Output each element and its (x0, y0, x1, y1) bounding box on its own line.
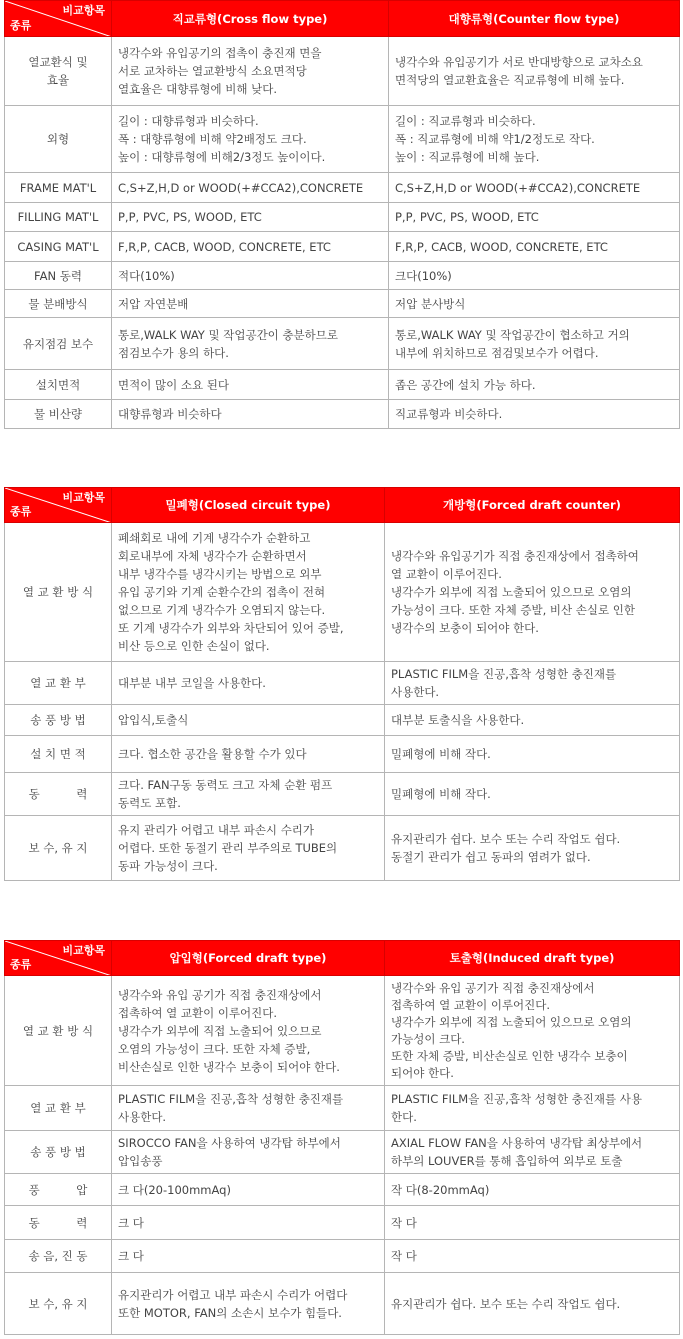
cell-forced-draft: PLASTIC FILM을 진공,흡착 성형한 충진재를 사용한다. (112, 1086, 385, 1131)
row-label: 물 분배방식 (5, 290, 112, 318)
row-label: CASING MAT'L (5, 232, 112, 262)
column-header-forced-draft-counter: 개방형(Forced draft counter) (385, 488, 680, 523)
column-header-induced-draft: 토출형(Induced draft type) (385, 941, 680, 976)
table-row (5, 1273, 680, 1335)
cell-cross-flow: 적다(10%) (112, 262, 389, 290)
cell-counter-flow: F,R,P, CACB, WOOD, CONCRETE, ETC (389, 232, 680, 262)
cell-counter-flow: 크다(10%) (389, 262, 680, 290)
row-label: 열 교 환 부 (5, 662, 112, 705)
cell-counter-flow: 냉각수와 유입공기가 서로 반대방향으로 교차소요 면적당의 열교환효율은 직교류형에 비해 높다. (389, 37, 680, 106)
table-header-row (5, 1, 680, 37)
corner-header-cell (5, 488, 112, 523)
corner-label-type: 종류 (10, 505, 32, 518)
cell-cross-flow: 대향류형과 비슷하다 (112, 400, 389, 429)
cell-forced-draft-counter: 유지관리가 쉽다. 보수 또는 수리 작업도 쉽다. 동절기 관리가 쉽고 동파의 염려가 없다. (385, 816, 680, 881)
table-row (5, 773, 680, 816)
row-label: 열 교 환 부 (5, 1086, 112, 1131)
row-label: 유지점검 보수 (5, 318, 112, 370)
cell-counter-flow: 길이 : 직교류형과 비슷하다. 폭 : 직교류형에 비해 약1/2정도로 작다. 높이 : 직교류형에 비해 높다. (389, 106, 680, 173)
comparison-table-forced-induced (4, 940, 680, 1335)
row-label: FRAME MAT'L (5, 173, 112, 203)
cell-forced-draft: 냉각수와 유입 공기가 직접 충진재상에서 접촉하여 열 교환이 이루어진다. 냉각수가 외부에 직접 노출되어 있으므로 오염의 가능성이 크다. 또한 자체 증발, 비산손실로 인한 냉각수 보충이 되어야 한다. (112, 976, 385, 1086)
cell-counter-flow: 저압 분사방식 (389, 290, 680, 318)
cell-induced-draft: 작 다 (385, 1240, 680, 1273)
row-label: 동 력 (5, 1206, 112, 1240)
table-row (5, 290, 680, 318)
row-label: 열 교 환 방 식 (5, 976, 112, 1086)
cell-forced-draft-counter: 냉각수와 유입공기가 직접 충진재상에서 접촉하여 열 교환이 이루어진다. 냉각수가 외부에 직접 노출되어 있으므로 오염의 가능성이 크다. 또한 자체 증발, 비산 손실로 인한 냉각수의 보충이 되어야 한다. (385, 523, 680, 662)
cell-cross-flow: C,S+Z,H,D or WOOD(+#CCA2),CONCRETE (112, 173, 389, 203)
row-label: 물 비산량 (5, 400, 112, 429)
table-row (5, 1206, 680, 1240)
cell-forced-draft: 유지관리가 어렵고 내부 파손시 수리가 어렵다 또한 MOTOR, FAN의 소손시 보수가 힘들다. (112, 1273, 385, 1335)
row-label: 외형 (5, 106, 112, 173)
row-label: 송 풍 방 법 (5, 705, 112, 736)
corner-label-compare-items: 비교항목 (62, 491, 105, 504)
table-row (5, 1174, 680, 1206)
cell-forced-draft: 크 다(20-100mmAq) (112, 1174, 385, 1206)
cell-forced-draft-counter: 대부분 토출식을 사용한다. (385, 705, 680, 736)
corner-label-compare-items: 비교항목 (62, 4, 105, 17)
cell-forced-draft-counter: PLASTIC FILM을 진공,흡착 성형한 충진재를 사용한다. (385, 662, 680, 705)
corner-label-compare-items: 비교항목 (62, 944, 105, 957)
cell-forced-draft: SIROCCO FAN을 사용하여 냉각탑 하부에서 압입송풍 (112, 1131, 385, 1174)
table-row (5, 318, 680, 370)
cell-forced-draft-counter: 밀폐형에 비해 작다. (385, 736, 680, 773)
column-header-forced-draft: 압입형(Forced draft type) (112, 941, 385, 976)
table-row (5, 1131, 680, 1174)
table-row (5, 736, 680, 773)
cell-induced-draft: PLASTIC FILM을 진공,흡착 성형한 충진재를 사용 한다. (385, 1086, 680, 1131)
cell-cross-flow: 면적이 많이 소요 된다 (112, 370, 389, 400)
row-label: 풍 압 (5, 1174, 112, 1206)
table-row (5, 203, 680, 232)
cell-counter-flow: C,S+Z,H,D or WOOD(+#CCA2),CONCRETE (389, 173, 680, 203)
corner-header-cell (5, 1, 112, 37)
row-label: 송 풍 방 법 (5, 1131, 112, 1174)
cell-cross-flow: 길이 : 대향류형과 비슷하다. 폭 : 대향류형에 비해 약2배정도 크다. 높이 : 대향류형에 비해2/3정도 높이이다. (112, 106, 389, 173)
row-label: 열 교 환 방 식 (5, 523, 112, 662)
column-header-cross-flow: 직교류형(Cross flow type) (112, 1, 389, 37)
cell-induced-draft: 냉각수와 유입 공기가 직접 충진재상에서 접촉하여 열 교환이 이루어진다. 냉각수가 외부에 직접 노출되어 있으므로 오염의 가능성이 크다. 또한 자체 증발, 비산손실로 인한 냉각수 보충이 되어야 한다. (385, 976, 680, 1086)
cell-cross-flow: 통로,WALK WAY 및 작업공간이 충분하므로 점검보수가 용의 하다. (112, 318, 389, 370)
table-row (5, 1086, 680, 1131)
table-row (5, 370, 680, 400)
cell-cross-flow: 저압 자연분배 (112, 290, 389, 318)
cell-induced-draft: AXIAL FLOW FAN을 사용하여 냉각탑 최상부에서 하부의 LOUVER를 통해 흡입하여 외부로 토출 (385, 1131, 680, 1174)
corner-header-cell (5, 941, 112, 976)
comparison-table-closed-open (4, 487, 680, 881)
cell-forced-draft: 크 다 (112, 1240, 385, 1273)
table-row (5, 400, 680, 429)
cell-induced-draft: 유지관리가 쉽다. 보수 또는 수리 작업도 쉽다. (385, 1273, 680, 1335)
row-label: 설 치 면 적 (5, 736, 112, 773)
cell-cross-flow: 냉각수와 유입공기의 접촉이 충진재 면을 서로 교차하는 열교환방식 소요면적당 열효율은 대향류형에 비해 낮다. (112, 37, 389, 106)
row-label: 설치면적 (5, 370, 112, 400)
table-row (5, 662, 680, 705)
cell-counter-flow: 좁은 공간에 설치 가능 하다. (389, 370, 680, 400)
table-row (5, 106, 680, 173)
table-row (5, 173, 680, 203)
cell-closed-circuit: 크다. FAN구동 동력도 크고 자체 순환 펌프 동력도 포함. (112, 773, 385, 816)
table-row (5, 37, 680, 106)
row-label: 보 수, 유 지 (5, 816, 112, 881)
cell-closed-circuit: 크다. 협소한 공간을 활용할 수가 있다 (112, 736, 385, 773)
table-row (5, 232, 680, 262)
comparison-table-cross-counter (4, 0, 680, 429)
cell-induced-draft: 작 다(8-20mmAq) (385, 1174, 680, 1206)
cell-closed-circuit: 대부분 내부 코일을 사용한다. (112, 662, 385, 705)
table-header-row (5, 941, 680, 976)
cell-counter-flow: 통로,WALK WAY 및 작업공간이 협소하고 거의 내부에 위치하므로 점검및보수가 어렵다. (389, 318, 680, 370)
row-label: FILLING MAT'L (5, 203, 112, 232)
cell-cross-flow: F,R,P, CACB, WOOD, CONCRETE, ETC (112, 232, 389, 262)
cell-induced-draft: 작 다 (385, 1206, 680, 1240)
table-row (5, 262, 680, 290)
table-row (5, 976, 680, 1086)
cell-forced-draft: 크 다 (112, 1206, 385, 1240)
cell-forced-draft-counter: 밀폐형에 비해 작다. (385, 773, 680, 816)
cell-closed-circuit: 폐쇄회로 내에 기계 냉각수가 순환하고 회로내부에 자체 냉각수가 순환하면서 내부 냉각수를 냉각시키는 방법으로 외부 유입 공기와 기계 순환수간의 접촉이 전혀 없으므로 기계 냉각수가 오염되지 않는다. 또 기계 냉각수가 외부와 차단되어 있어 증발, 비산 등으로 인한 손실이 없다. (112, 523, 385, 662)
cell-counter-flow: 직교류형과 비슷하다. (389, 400, 680, 429)
cell-closed-circuit: 유지 관리가 어렵고 내부 파손시 수리가 어렵다. 또한 동절기 관리 부주의로 TUBE의 동파 가능성이 크다. (112, 816, 385, 881)
corner-label-type: 종류 (10, 958, 32, 971)
column-header-closed-circuit: 밀폐형(Closed circuit type) (112, 488, 385, 523)
column-header-counter-flow: 대향류형(Counter flow type) (389, 1, 680, 37)
row-label: 보 수, 유 지 (5, 1273, 112, 1335)
row-label: FAN 동력 (5, 262, 112, 290)
row-label: 동 력 (5, 773, 112, 816)
row-label: 열교환식 및 효율 (5, 37, 112, 106)
corner-label-type: 종류 (10, 19, 32, 32)
table-row (5, 523, 680, 662)
table-row (5, 816, 680, 881)
cell-counter-flow: P,P, PVC, PS, WOOD, ETC (389, 203, 680, 232)
cell-closed-circuit: 압입식,토출식 (112, 705, 385, 736)
row-label: 송 음, 진 동 (5, 1240, 112, 1273)
table-row (5, 1240, 680, 1273)
table-row (5, 705, 680, 736)
cell-cross-flow: P,P, PVC, PS, WOOD, ETC (112, 203, 389, 232)
table-header-row (5, 488, 680, 523)
